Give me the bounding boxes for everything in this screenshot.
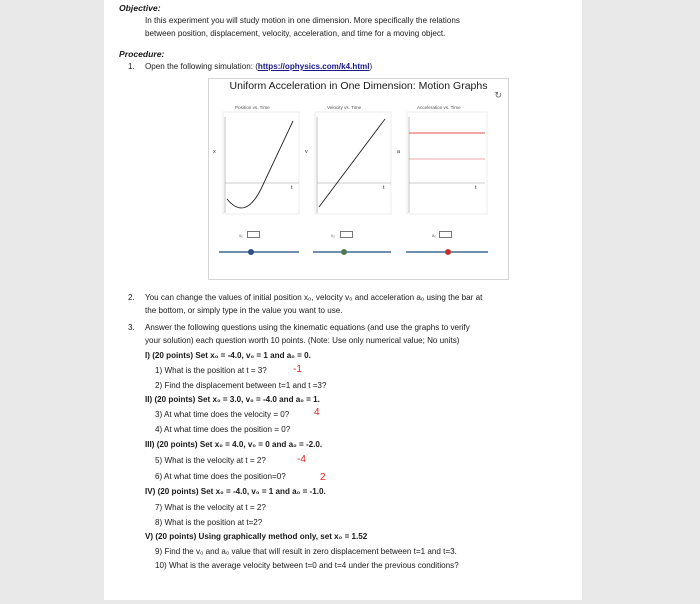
question-6: 6) At what time does the position=0? [155, 472, 286, 481]
acceleration-graph-title: Acceleration vs. Time [417, 105, 461, 110]
question-1: 1) What is the position at t = 3? [155, 366, 267, 375]
question-5: 5) What is the velocity at t = 2? [155, 456, 266, 465]
step-2-number: 2. [128, 293, 135, 302]
acceleration-graph-frame [407, 112, 487, 214]
a0-input[interactable] [439, 231, 452, 238]
step-3-number: 3. [128, 323, 135, 332]
objective-line-1: In this experiment you will study motion in one dimension. More specifically the relations [145, 16, 460, 25]
position-graph-title: Position vs. Time [235, 105, 270, 110]
velocity-line [319, 119, 385, 207]
x0-input[interactable] [247, 231, 260, 238]
part-1-heading: I) (20 points) Set x₀ = -4.0, v₀ = 1 and a₀ = 0. [145, 351, 311, 360]
position-x-label: t [291, 185, 293, 191]
x0-slider-label: x₀ [239, 233, 244, 238]
position-y-label: x [213, 149, 216, 155]
v0-slider-knob[interactable] [341, 249, 347, 255]
velocity-y-label: v [305, 149, 308, 155]
step-2-line-2: the bottom, or simply type in the value you want to use. [145, 306, 343, 315]
x0-slider-track[interactable] [219, 251, 299, 253]
question-4: 4) At what time does the position = 0? [155, 425, 291, 434]
answer-6: 2 [320, 472, 326, 483]
question-3: 3) At what time does the velocity = 0? [155, 410, 290, 419]
step-3-line-2: your solution) each question worth 10 points. (Note: Use only numerical value; No units) [145, 336, 460, 345]
question-8: 8) What is the position at t=2? [155, 518, 263, 527]
velocity-graph-frame [315, 112, 391, 214]
step-1-label: Open the following simulation: ( [145, 62, 258, 71]
x0-slider-knob[interactable] [248, 249, 254, 255]
part-3-heading: III) (20 points) Set x₀ = 4.0, v₀ = 0 and a₀ = -2.0. [145, 440, 323, 449]
step-1-number: 1. [128, 62, 135, 71]
step-1-text [145, 62, 372, 72]
step-1-close-paren: ) [369, 62, 373, 71]
a0-slider-label: a₀ [432, 233, 437, 238]
answer-1: -1 [293, 364, 302, 375]
acceleration-x-label: t [475, 185, 477, 191]
velocity-x-label: t [383, 185, 385, 191]
v0-slider-label: v₀ [331, 233, 336, 238]
simulation-panel [208, 78, 509, 280]
position-curve [227, 121, 293, 208]
answer-3: 4 [314, 407, 320, 418]
part-5-heading: V) (20 points) Using graphically method only, set x₀ = 1.52 [145, 532, 368, 541]
v0-input[interactable] [340, 231, 353, 238]
acceleration-y-label: a [397, 149, 401, 155]
part-2-heading: II) (20 points) Set x₀ = 3.0, v₀ = -4.0 and a₀ = 1. [145, 395, 320, 404]
step-2-line-1: You can change the values of initial position x₀, velocity v₀ and acceleration a₀ using the bar at [145, 293, 483, 302]
simulation-title: Uniform Acceleration in One Dimension: Motion Graphs [229, 80, 488, 92]
simulation-link[interactable]: https://ophysics.com/k4.html [257, 62, 370, 71]
v0-slider-track[interactable] [313, 251, 391, 253]
procedure-heading: Procedure: [119, 49, 165, 59]
position-graph-frame [223, 112, 299, 214]
objective-heading: Objective: [119, 3, 161, 13]
objective-line-2: between position, displacement, velocity, acceleration, and time for a moving object. [145, 29, 446, 38]
question-2: 2) Find the displacement between t=1 and t =3? [155, 381, 327, 390]
answer-5: -4 [297, 454, 306, 465]
a0-slider-knob[interactable] [445, 249, 451, 255]
reload-icon[interactable]: ↻ [494, 90, 502, 100]
question-10: 10) What is the average velocity between t=0 and t=4 under the previous conditions? [155, 561, 459, 570]
question-9: 9) Find the v₀ and a₀ value that will result in zero displacement between t=1 and t=3. [155, 547, 457, 556]
question-7: 7) What is the velocity at t = 2? [155, 503, 266, 512]
part-4-heading: IV) (20 points) Set x₀ = -4.0, v₀ = 1 and a₀ = -1.0. [145, 487, 326, 496]
step-3-line-1: Answer the following questions using the kinematic equations (and use the graphs to verify [145, 323, 470, 332]
velocity-graph-title: Velocity vs. Time [327, 105, 362, 110]
